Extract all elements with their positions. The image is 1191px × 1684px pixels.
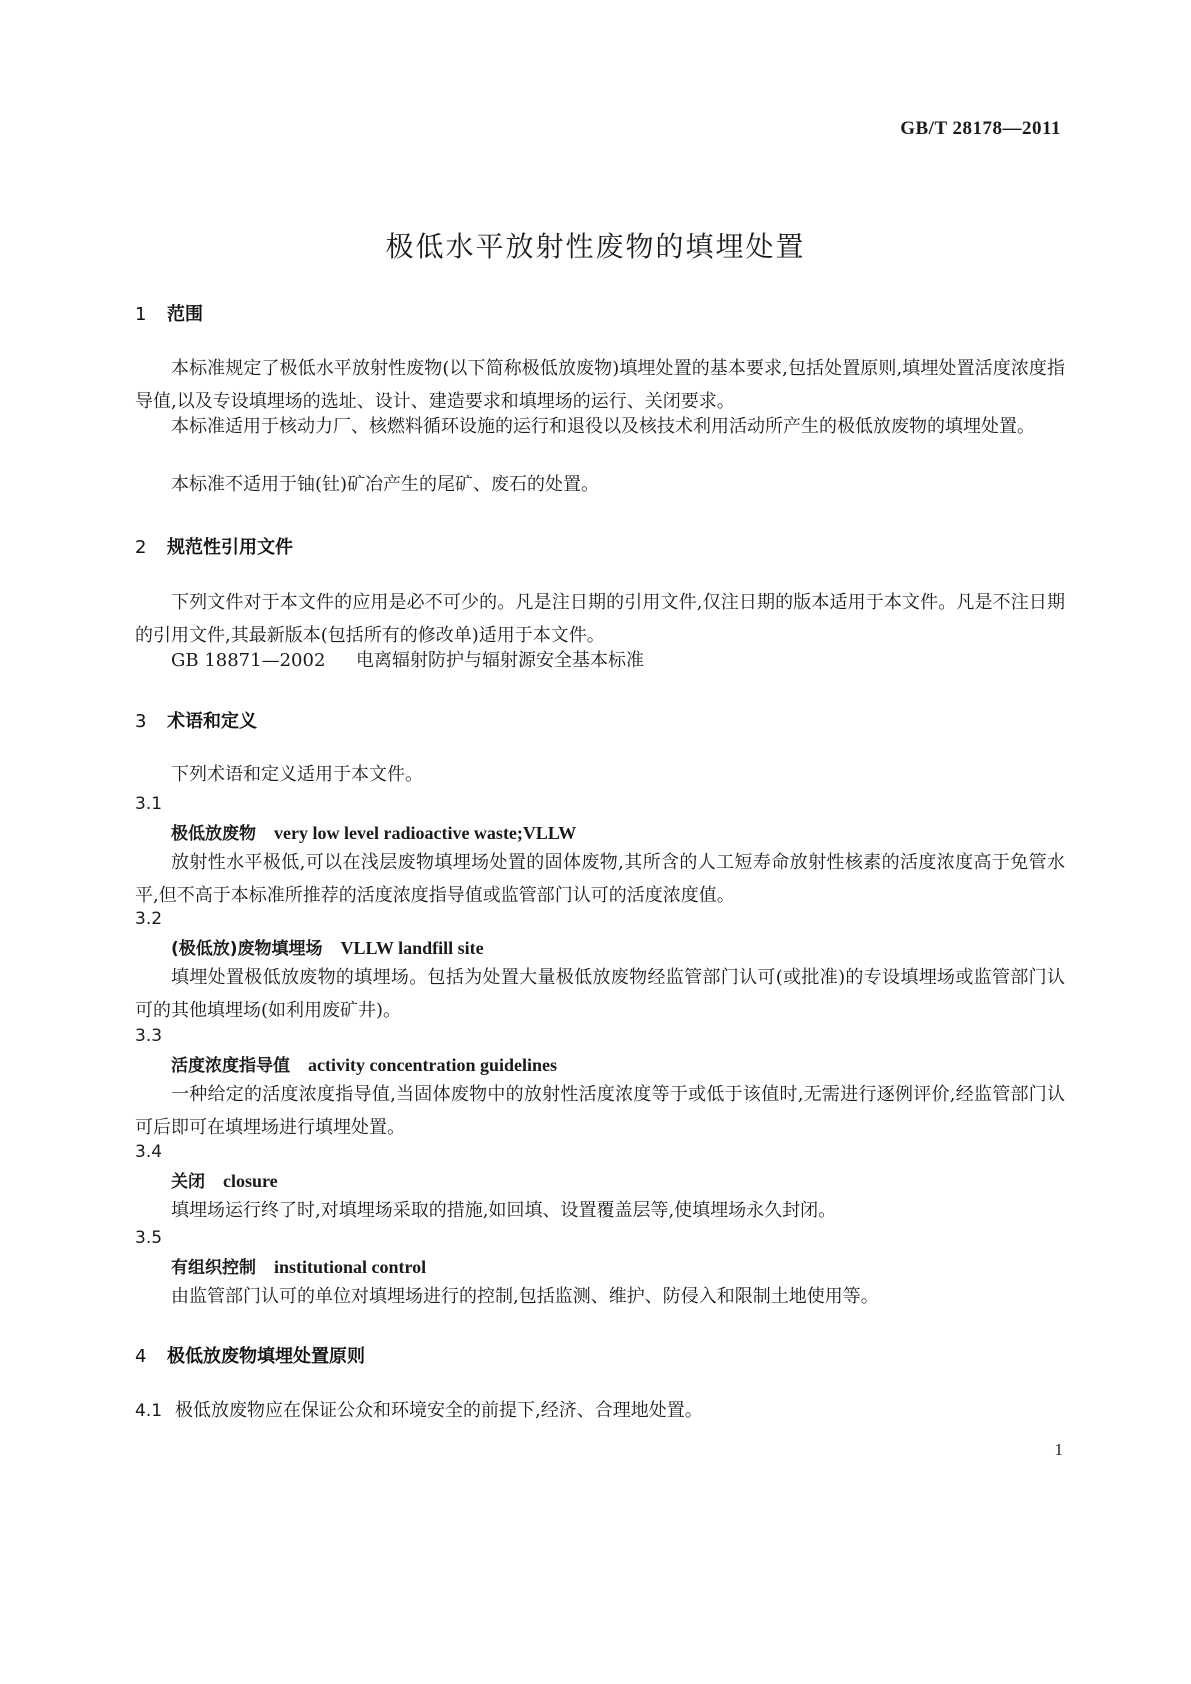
reference-code: GB 18871—2002 [171, 650, 326, 671]
normative-reference [171, 644, 644, 677]
term-en: VLLW landfill site [340, 938, 484, 958]
section-1-paragraph-1: 本标准规定了极低水平放射性废物(以下简称极低放废物)填埋处置的基本要求,包括处置原则,填埋处置活度浓度指导值,以及专设填埋场的选址、设计、建造要求和填埋场的运行、关闭要求。 [135, 358, 1065, 412]
term-en: closure [223, 1171, 278, 1191]
section-title: 范围 [167, 304, 203, 325]
term-number: 3.2 [135, 909, 163, 929]
term-definition: 填埋场运行终了时,对填埋场采取的措施,如回填、设置覆盖层等,使填埋场永久封闭。 [171, 1200, 837, 1221]
clause-number: 4.1 [135, 1401, 163, 1421]
term-number: 3.4 [135, 1142, 163, 1162]
section-4-heading [135, 1342, 365, 1368]
page-number: 1 [1054, 1440, 1063, 1459]
section-2-paragraph-1: 下列文件对于本文件的应用是必不可少的。凡是注日期的引用文件,仅注日期的版本适用于本文件。凡是不注日期的引用文件,其最新版本(包括所有的修改单)适用于本文件。 [135, 592, 1065, 646]
term-number: 3.1 [135, 794, 163, 814]
term-definition: 由监管部门认可的单位对填埋场进行的控制,包括监测、维护、防侵入和限制土地使用等。 [171, 1286, 879, 1307]
term-zh: 极低放废物 [171, 824, 256, 844]
section-number: 4 [135, 1346, 147, 1367]
section-1-paragraph-2: 本标准适用于核动力厂、核燃料循环设施的运行和退役以及核技术利用活动所产生的极低放废物的填埋处置。 [171, 416, 1035, 437]
section-number: 3 [135, 711, 147, 732]
section-number: 2 [135, 537, 147, 558]
section-title: 极低放废物填埋处置原则 [167, 1346, 365, 1367]
section-number: 1 [135, 304, 147, 325]
term-en: activity concentration guidelines [308, 1055, 557, 1075]
term-definition: 放射性水平极低,可以在浅层废物填埋场处置的固体废物,其所含的人工短寿命放射性核素的活度浓度高于免管水平,但不高于本标准所推荐的活度浓度指导值或监管部门认可的活度浓度值。 [135, 852, 1065, 906]
term-en: institutional control [274, 1257, 427, 1277]
section-title: 规范性引用文件 [167, 537, 293, 558]
section-1-heading [135, 300, 203, 326]
term-definition: 填埋处置极低放废物的填埋场。包括为处置大量极低放废物经监管部门认可(或批准)的专设填埋场或监管部门认可的其他填埋场(如利用废矿井)。 [135, 967, 1065, 1021]
section-2-heading [135, 533, 293, 559]
term-zh: (极低放)废物填埋场 [171, 939, 323, 959]
term-zh: 有组织控制 [171, 1258, 256, 1278]
clause-4-1 [135, 1394, 703, 1428]
term-zh: 活度浓度指导值 [171, 1056, 290, 1076]
term-zh: 关闭 [171, 1172, 205, 1192]
clause-text: 极低放废物应在保证公众和环境安全的前提下,经济、合理地处置。 [175, 1400, 703, 1421]
term-definition: 一种给定的活度浓度指导值,当固体废物中的放射性活度浓度等于或低于该值时,无需进行逐例评价,经监管部门认可后即可在填埋场进行填埋处置。 [135, 1084, 1065, 1138]
section-1-paragraph-3: 本标准不适用于铀(钍)矿冶产生的尾矿、废石的处置。 [171, 474, 600, 495]
section-3-heading [135, 707, 257, 733]
section-title: 术语和定义 [167, 711, 257, 732]
reference-title: 电离辐射防护与辐射源安全基本标准 [356, 650, 644, 671]
standard-code: GB/T 28178—2011 [900, 118, 1061, 139]
term-en: very low level radioactive waste;VLLW [274, 823, 577, 843]
section-3-intro: 下列术语和定义适用于本文件。 [171, 764, 423, 785]
term-number: 3.3 [135, 1026, 163, 1046]
term-number: 3.5 [135, 1228, 163, 1248]
document-title: 极低水平放射性废物的填埋处置 [385, 230, 806, 263]
